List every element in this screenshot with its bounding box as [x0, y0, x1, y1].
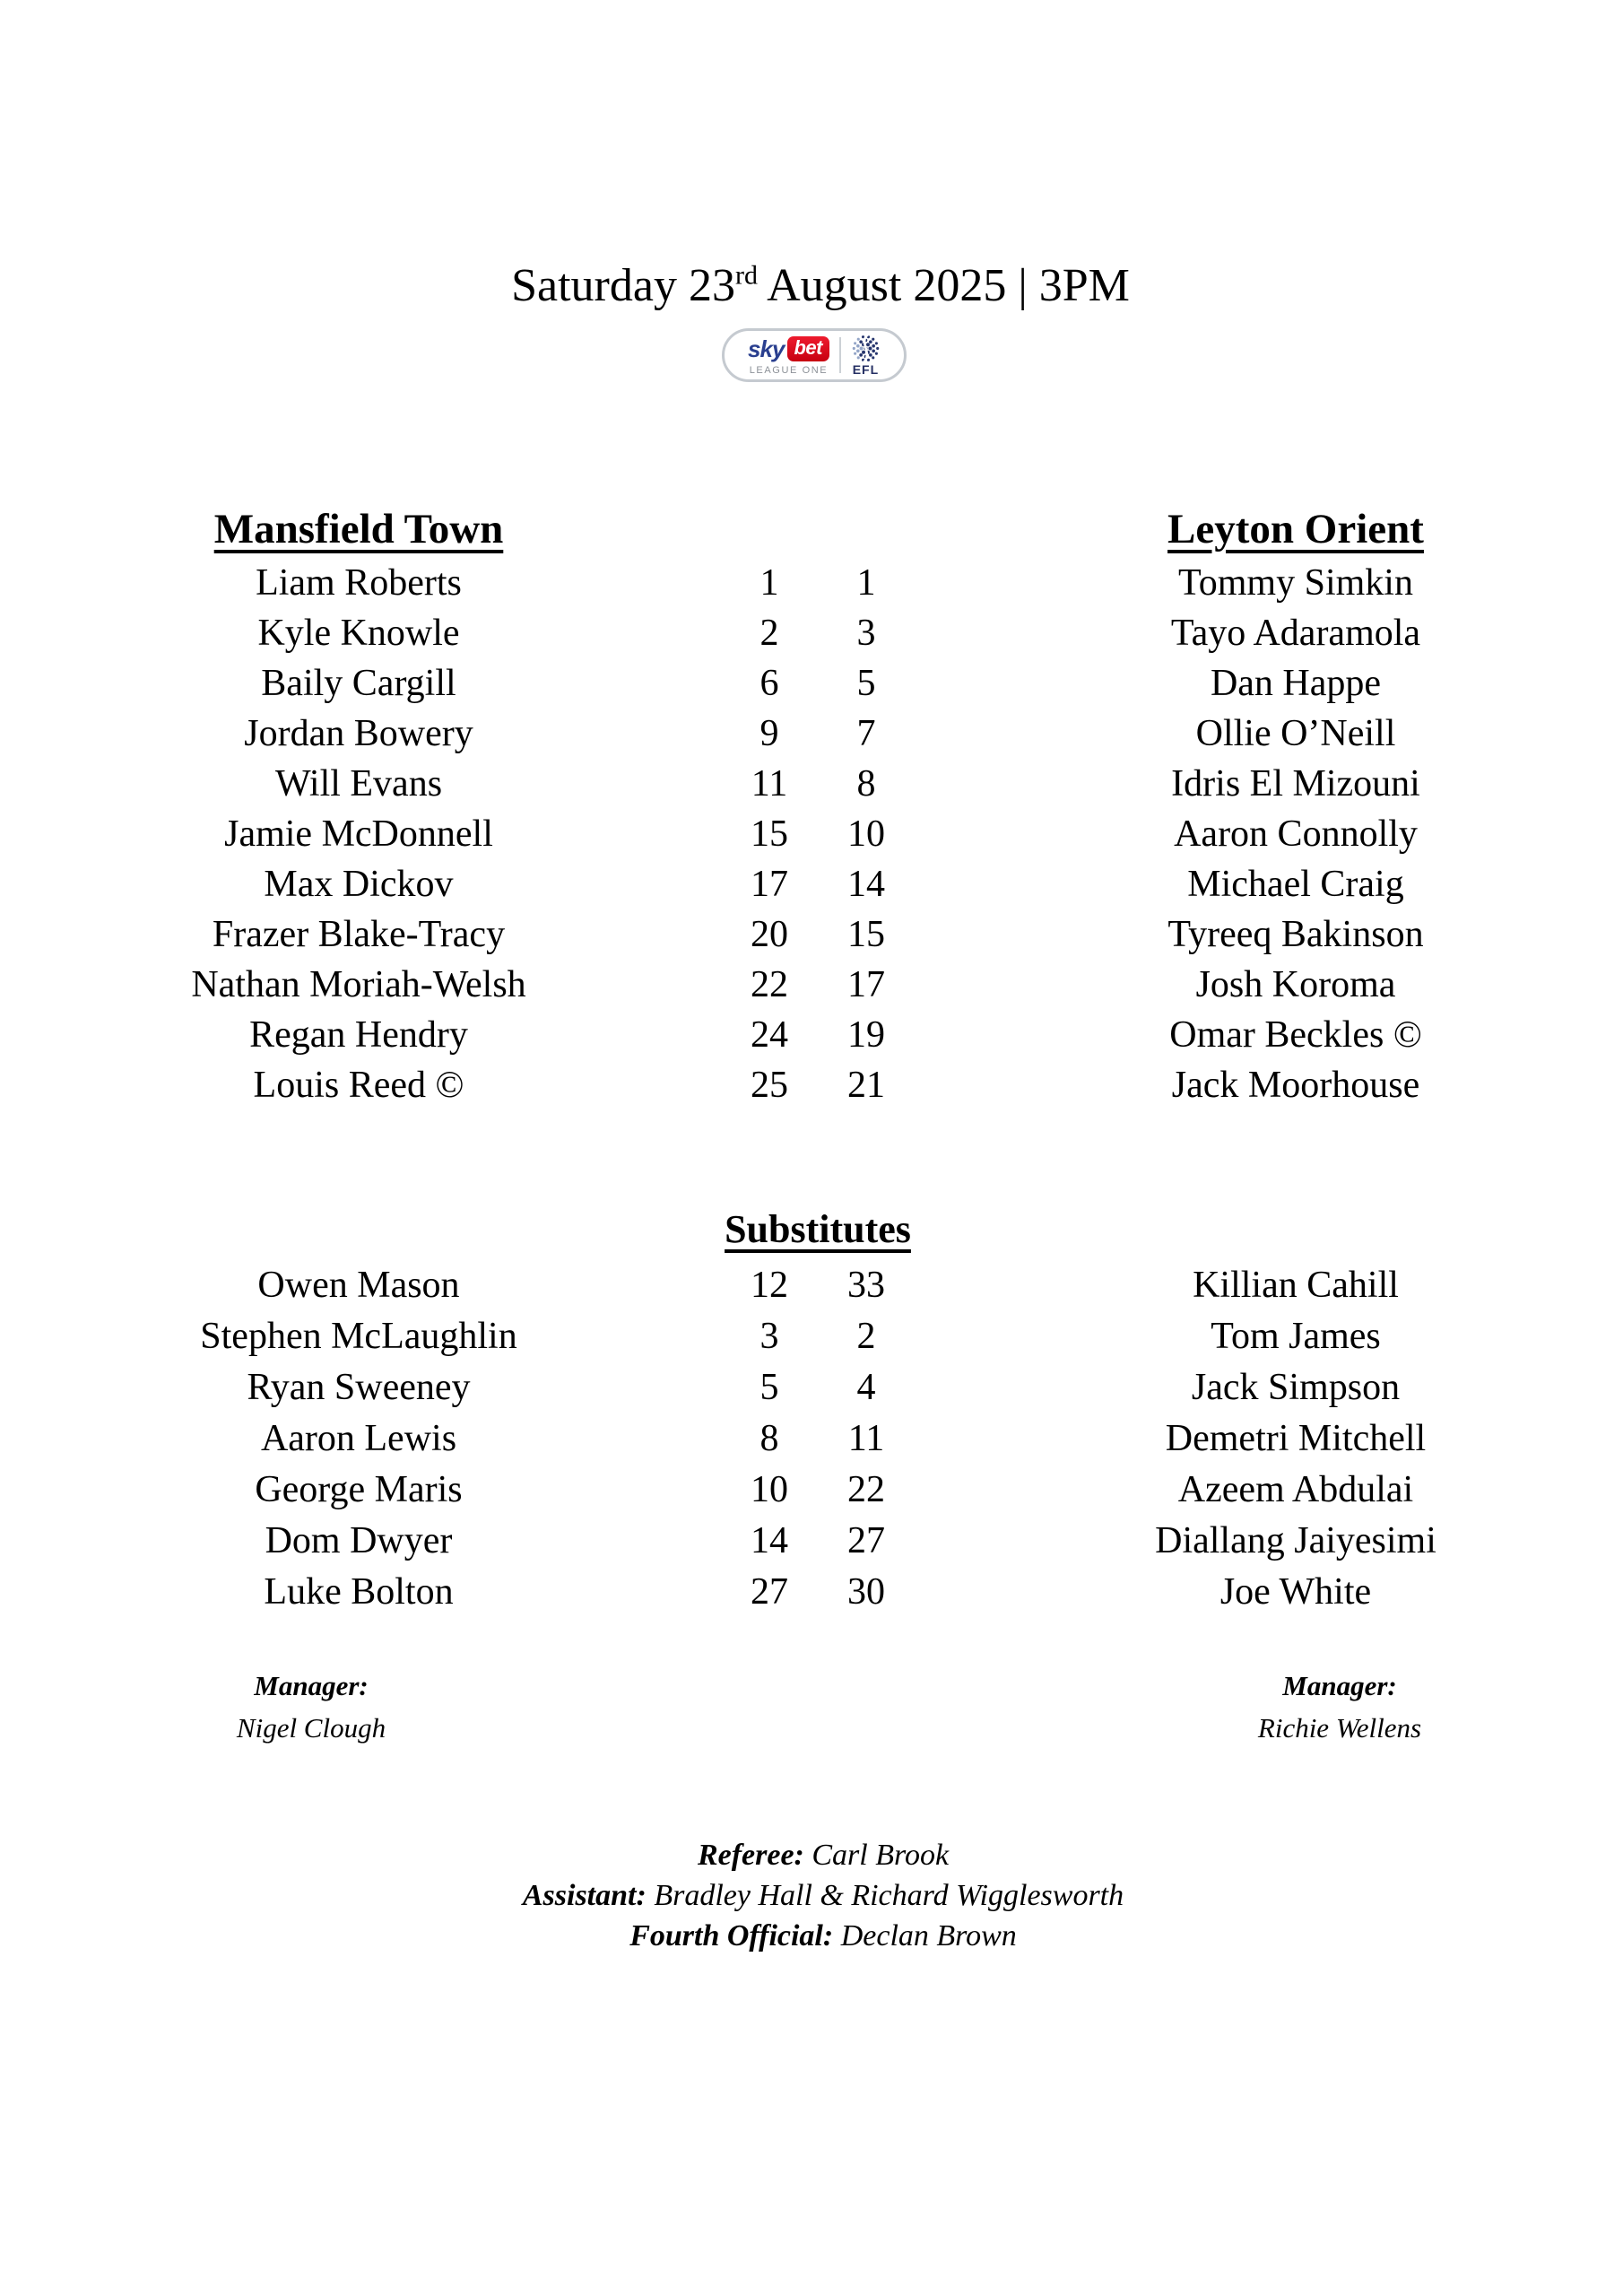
efl-logo-group [851, 334, 881, 377]
away-player-name: Jack Moorhouse [1171, 1065, 1420, 1106]
match-date-prefix: Saturday 23 [511, 260, 735, 311]
home-sub-number: 10 [751, 1468, 788, 1510]
league-one-label: LEAGUE ONE [749, 364, 829, 376]
away-shirt-number: 21 [847, 1065, 885, 1106]
home-sub-name: Owen Mason [257, 1264, 460, 1306]
home-sub-name: Dom Dwyer [265, 1519, 453, 1561]
home-team-header [45, 500, 673, 558]
home-sub-number: 3 [759, 1315, 779, 1357]
date-ordinal: rd [734, 260, 758, 291]
away-manager-block [1258, 1665, 1421, 1749]
home-sub-number: 27 [751, 1570, 788, 1613]
home-player-name: Jordan Bowery [244, 713, 473, 754]
logo-divider [839, 337, 841, 373]
away-shirt-number: 1 [856, 562, 876, 604]
away-sub-number: 22 [847, 1468, 885, 1510]
skybet-wordmark-row [748, 335, 829, 363]
home-sub-name: Luke Bolton [264, 1570, 454, 1613]
home-player-name: Jamie McDonnell [224, 813, 493, 855]
officials-block [0, 1835, 1623, 1956]
away-team-header [982, 500, 1610, 558]
fourth-official-name: Declan Brown [840, 1919, 1017, 1952]
assistant-label: Assistant: [522, 1879, 647, 1912]
away-shirt-number: 15 [847, 914, 885, 955]
home-shirt-number: 24 [751, 1014, 788, 1056]
away-sub-name: Demetri Mitchell [1165, 1417, 1427, 1459]
away-player-name: Ollie O’Neill [1195, 713, 1396, 754]
home-sub-number: 8 [759, 1417, 779, 1459]
away-shirt-number: 14 [847, 864, 885, 905]
home-sub-name: Ryan Sweeney [247, 1366, 471, 1408]
away-player-name: Tyreeq Bakinson [1167, 914, 1424, 955]
home-sub-number: 5 [759, 1366, 779, 1408]
away-sub-name: Joe White [1219, 1570, 1372, 1613]
home-player-name: Regan Hendry [249, 1014, 468, 1056]
skybet-logo-left [748, 335, 829, 376]
match-date-suffix: August 2025 | 3PM [757, 260, 1130, 311]
away-sub-number: 2 [856, 1315, 876, 1357]
away-shirt-number: 17 [847, 964, 885, 1005]
away-shirt-number: 3 [856, 613, 876, 654]
home-player-name: Louis Reed © [253, 1065, 464, 1106]
home-player-name: Kyle Knowle [257, 613, 460, 654]
away-manager-name: Richie Wellens [1257, 1712, 1422, 1744]
substitutes-title: Substitutes [725, 1206, 911, 1251]
fourth-official-line [0, 1916, 1623, 1956]
home-shirt-number: 25 [751, 1065, 788, 1106]
fourth-official-label: Fourth Official: [629, 1919, 834, 1952]
bet-badge: bet [787, 336, 829, 361]
away-player-name: Josh Koroma [1195, 964, 1396, 1005]
away-sub-name: Azeem Abdulai [1177, 1468, 1414, 1510]
home-sub-number: 12 [751, 1264, 788, 1306]
away-sub-number: 30 [847, 1570, 885, 1613]
away-sub-name: Killian Cahill [1193, 1264, 1399, 1306]
home-shirt-number: 20 [751, 914, 788, 955]
home-player-name: Will Evans [274, 763, 443, 804]
away-sub-number: 4 [856, 1366, 876, 1408]
skybet-league-one-logo [722, 328, 907, 382]
away-shirt-number: 19 [847, 1014, 885, 1056]
home-sub-name: Stephen McLaughlin [200, 1315, 517, 1357]
home-player-name: Baily Cargill [261, 663, 456, 704]
home-player-name: Max Dickov [264, 864, 454, 905]
away-shirt-number: 7 [856, 713, 876, 754]
away-player-name: Aaron Connolly [1174, 813, 1418, 855]
match-date-title [0, 258, 1623, 314]
away-player-name: Dan Happe [1210, 663, 1382, 704]
efl-ball-icon [851, 334, 881, 363]
assistant-line [0, 1875, 1623, 1916]
away-sub-number: 27 [847, 1519, 885, 1561]
substitutes-grid [45, 1198, 1610, 1617]
away-sub-name: Jack Simpson [1191, 1366, 1401, 1408]
home-shirt-number: 1 [759, 562, 779, 604]
away-sub-name: Diallang Jaiyesimi [1155, 1519, 1436, 1561]
away-player-name: Tayo Adaramola [1170, 613, 1421, 654]
sky-wordmark: sky [748, 335, 785, 362]
home-player-name: Frazer Blake-Tracy [212, 914, 506, 955]
home-shirt-number: 17 [751, 864, 788, 905]
efl-label: EFL [852, 362, 880, 377]
away-shirt-number: 5 [856, 663, 876, 704]
away-player-name: Idris El Mizouni [1171, 763, 1420, 804]
away-shirt-number: 10 [847, 813, 885, 855]
away-player-name: Michael Craig [1187, 864, 1404, 905]
home-shirt-number: 6 [759, 663, 779, 704]
home-sub-name: Aaron Lewis [260, 1417, 457, 1459]
referee-name: Carl Brook [812, 1839, 950, 1872]
away-player-name: Tommy Simkin [1178, 562, 1413, 604]
home-manager-label: Manager: [254, 1670, 369, 1701]
home-player-name: Nathan Moriah-Welsh [191, 964, 526, 1005]
away-sub-number: 11 [847, 1417, 885, 1459]
substitutes-header [721, 1198, 915, 1259]
assistant-names: Bradley Hall & Richard Wigglesworth [654, 1879, 1124, 1912]
home-shirt-number: 9 [759, 713, 779, 754]
home-shirt-number: 15 [751, 813, 788, 855]
home-sub-name: George Maris [255, 1468, 463, 1510]
home-manager-name: Nigel Clough [236, 1712, 386, 1744]
home-team-name: Mansfield Town [213, 506, 504, 552]
referee-line [0, 1835, 1623, 1875]
home-shirt-number: 22 [751, 964, 788, 1005]
away-sub-name: Tom James [1211, 1315, 1381, 1357]
home-shirt-number: 11 [751, 763, 788, 804]
away-sub-number: 33 [847, 1264, 885, 1306]
home-manager-block [237, 1665, 386, 1749]
home-player-name: Liam Roberts [256, 562, 462, 604]
away-team-name: Leyton Orient [1167, 506, 1424, 552]
away-shirt-number: 8 [856, 763, 876, 804]
starting-xi-grid [45, 500, 1610, 1110]
home-shirt-number: 2 [759, 613, 779, 654]
home-sub-number: 14 [751, 1519, 788, 1561]
away-player-name: Omar Beckles © [1169, 1014, 1422, 1056]
referee-label: Referee: [697, 1839, 804, 1872]
away-manager-label: Manager: [1282, 1670, 1397, 1701]
